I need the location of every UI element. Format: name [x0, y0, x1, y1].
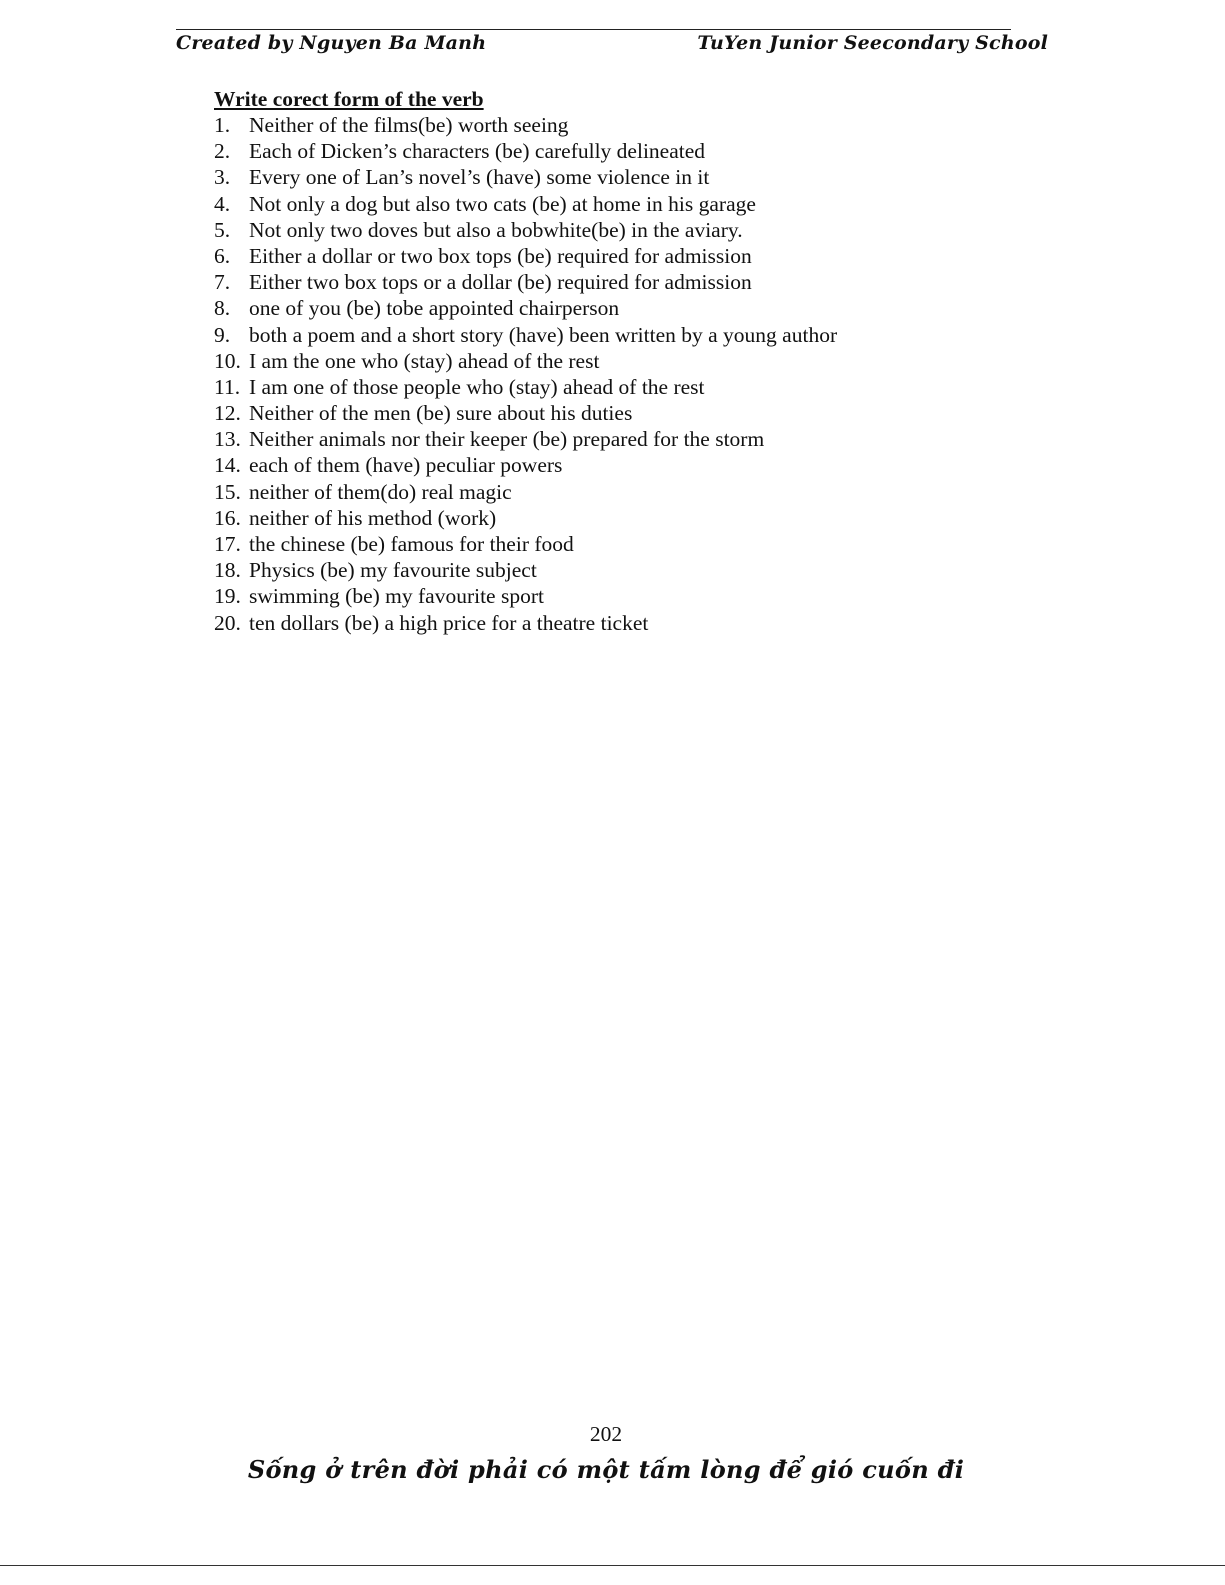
exercise-item-number: 12.: [214, 401, 241, 426]
exercise-item-text: Either a dollar or two box tops (be) required for admission: [249, 243, 752, 268]
exercise-item-number: 6.: [214, 243, 231, 268]
exercise-item-number: 3.: [214, 165, 231, 190]
exercise-item: [214, 243, 1114, 269]
exercise-item-number: 18.: [214, 558, 241, 583]
exercise-item-text: I am one of those people who (stay) ahead of the rest: [249, 374, 705, 399]
exercise-item: [214, 531, 1114, 557]
exercise-item-text: each of them (have) peculiar powers: [249, 453, 563, 478]
exercise-item: [214, 400, 1114, 426]
bottom-rule: [0, 1565, 1225, 1566]
exercise-item: [214, 322, 1114, 348]
exercise-item-number: 14.: [214, 453, 241, 478]
exercise-item-number: 13.: [214, 427, 241, 452]
exercise-item-text: Neither animals nor their keeper (be) prepared for the storm: [249, 427, 765, 452]
exercise-item-number: 2.: [214, 139, 231, 164]
page-header: [176, 26, 1048, 62]
exercise-item-number: 19.: [214, 584, 241, 609]
exercise-section: [214, 86, 1114, 636]
exercise-item: [214, 112, 1114, 138]
header-author: Created by Nguyen Ba Manh: [176, 32, 487, 54]
exercise-item-text: I am the one who (stay) ahead of the rest: [249, 348, 600, 373]
exercise-item-number: 17.: [214, 532, 241, 556]
exercise-item: [214, 374, 1114, 400]
exercise-list: [214, 112, 1114, 636]
exercise-item: [214, 426, 1114, 452]
exercise-item-text: both a poem and a short story (have) been written by a young author: [249, 322, 838, 347]
exercise-item: [214, 138, 1114, 164]
exercise-item: [214, 348, 1114, 374]
footer-motto: Sống ở trên đời phải có một tấm lòng để gió cuốn đi: [247, 1455, 965, 1484]
exercise-item: [214, 191, 1114, 217]
exercise-item-text: neither of his method (work): [249, 505, 497, 530]
exercise-item-text: Each of Dicken’s characters (be) carefully delineated: [249, 139, 706, 164]
exercise-item-number: 7.: [214, 270, 231, 295]
exercise-item-text: Not only two doves but also a bobwhite(be) in the aviary.: [249, 217, 743, 242]
exercise-item-number: 16.: [214, 505, 241, 530]
exercise-item: [214, 269, 1114, 295]
exercise-item-text: one of you (be) tobe appointed chairperson: [249, 296, 620, 321]
exercise-item: [214, 583, 1114, 609]
exercise-item: [214, 217, 1114, 243]
header-rule: [176, 29, 1011, 30]
exercise-item-text: the chinese (be) famous for their food: [249, 532, 574, 556]
exercise-item-number: 20.: [214, 610, 241, 635]
exercise-item-number: 10.: [214, 348, 241, 373]
exercise-item: [214, 505, 1114, 531]
exercise-item: [214, 610, 1114, 636]
header-school: TuYen Junior Seecondary School: [697, 32, 1048, 54]
exercise-item-number: 9.: [214, 322, 231, 347]
exercise-item-text: Neither of the men (be) sure about his duties: [249, 401, 633, 426]
exercise-item: [214, 479, 1114, 505]
exercise-title: Write corect form of the verb: [214, 87, 484, 111]
exercise-item: [214, 557, 1114, 583]
exercise-item-number: 5.: [214, 217, 231, 242]
exercise-item-text: Physics (be) my favourite subject: [249, 558, 537, 583]
exercise-item-text: neither of them(do) real magic: [249, 479, 512, 504]
exercise-item: [214, 164, 1114, 190]
exercise-item-text: Neither of the films(be) worth seeing: [249, 113, 569, 137]
exercise-item-text: Either two box tops or a dollar (be) required for admission: [249, 270, 752, 295]
exercise-item-number: 15.: [214, 479, 241, 504]
exercise-item-text: swimming (be) my favourite sport: [249, 584, 544, 609]
exercise-item-number: 8.: [214, 296, 231, 321]
exercise-item-number: 4.: [214, 191, 231, 216]
exercise-item: [214, 295, 1114, 321]
exercise-item-number: 11.: [214, 374, 241, 399]
exercise-item: [214, 452, 1114, 478]
exercise-item-text: Every one of Lan’s novel’s (have) some violence in it: [249, 165, 710, 190]
exercise-item-number: 1.: [214, 113, 231, 137]
exercise-item-text: ten dollars (be) a high price for a theatre ticket: [249, 610, 649, 635]
page-number: 202: [589, 1422, 623, 1446]
exercise-item-text: Not only a dog but also two cats (be) at home in his garage: [249, 191, 756, 216]
